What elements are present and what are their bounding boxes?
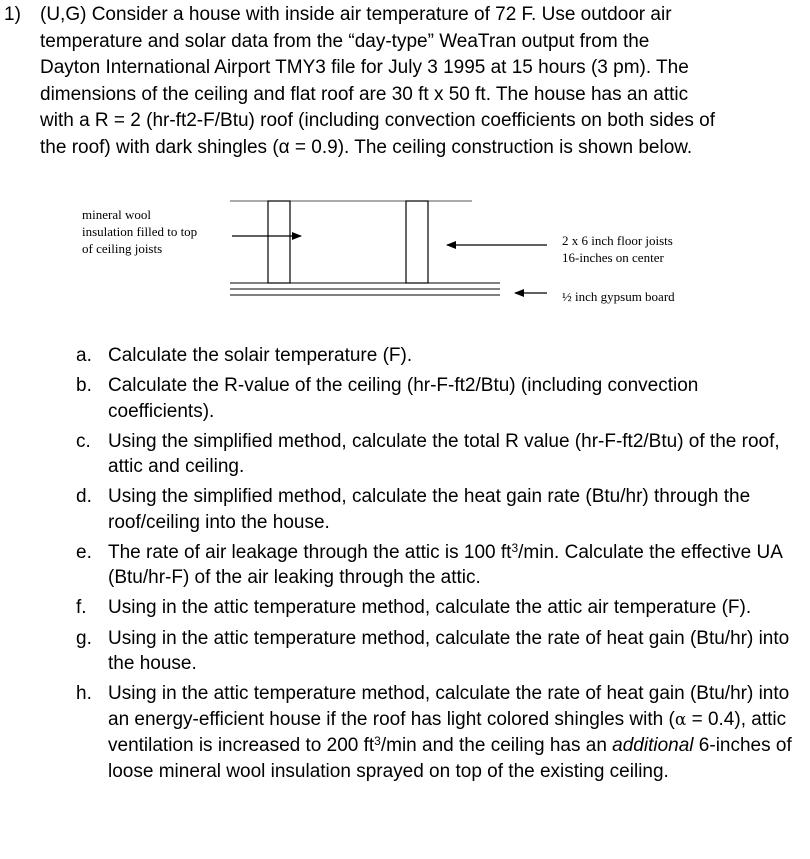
part-text: 3	[374, 734, 381, 749]
part-text: Calculate the solair temperature (F).	[108, 345, 413, 366]
part-letter: f.	[76, 597, 87, 619]
question-part-g	[76, 626, 806, 677]
part-text: additional	[612, 735, 694, 757]
stem-line: (U,G) Consider a house with inside air temperature of 72 F. Use outdoor air	[40, 4, 672, 25]
ceiling-construction-figure	[0, 195, 810, 315]
part-text: Using in the attic temperature method, calculate the rate of heat gain (Btu/hr) into the house.	[108, 627, 790, 675]
part-text: 6-inches of loose mineral wool insulation sprayed on top of the existing ceiling.	[108, 735, 792, 782]
part-text: Calculate the R-value of the ceiling (hr-F-ft2/Btu) (including convection coefficients).	[108, 375, 699, 422]
question-part-c	[76, 429, 806, 480]
problem-stem	[40, 2, 810, 161]
part-text: /min and the ceiling has an	[380, 735, 613, 757]
part-letter: e.	[76, 541, 92, 563]
part-letter: h.	[76, 683, 92, 705]
part-text: Using in the attic temperature method, calculate the attic air temperature (F).	[108, 597, 752, 619]
stem-line: with a R = 2 (hr-ft2-F/Btu) roof (including convection coefficients on both sides of	[40, 110, 716, 131]
ceiling-joist	[406, 201, 428, 283]
question-part-a	[76, 343, 806, 369]
part-text: 3	[511, 540, 519, 555]
part-text: The rate of air leakage through the attic is 100 ft	[108, 541, 512, 563]
question-part-b	[76, 373, 806, 424]
problem-number: 1)	[4, 4, 21, 25]
part-text: α	[674, 709, 687, 730]
part-letter: g.	[76, 627, 92, 649]
insulation-label: mineral wool insulation filled to top of ceiling joists	[82, 207, 198, 256]
gypsum-label: ½ inch gypsum board	[562, 289, 675, 304]
joists-label: 2 x 6 inch floor joists 16-inches on center	[562, 233, 673, 265]
part-letter: c.	[76, 430, 91, 452]
part-text: = 0.4), attic ventilation is increased to 200 ft	[108, 708, 787, 757]
question-part-d	[76, 484, 806, 535]
part-letter: a.	[76, 345, 92, 366]
part-text: Using the simplified method, calculate the heat gain rate (Btu/hr) through the roof/ceiling into the house.	[108, 486, 751, 533]
part-text: Using the simplified method, calculate the total R value (hr-F-ft2/Btu) of the roof, attic and ceiling.	[108, 430, 780, 478]
question-part-f	[76, 595, 806, 621]
question-parts	[76, 343, 806, 789]
stem-line: temperature and solar data from the “day-type” WeaTran output from the	[40, 30, 650, 52]
question-part-h	[76, 681, 806, 784]
ceiling-joist	[268, 201, 290, 283]
stem-line: dimensions of the ceiling and flat roof are 30 ft x 50 ft. The house has an attic	[40, 83, 689, 105]
part-letter: b.	[76, 375, 92, 397]
part-text: Using in the attic temperature method, calculate the rate of heat gain (Btu/hr) into an energy-efficient house if the roof has light colored shingles with (	[108, 683, 790, 730]
part-text: /min. Calculate the effective UA (Btu/hr-F) of the air leaking through the attic.	[108, 541, 782, 589]
question-part-e	[76, 540, 806, 591]
stem-line: Dayton International Airport TMY3 file for July 3 1995 at 15 hours (3 pm). The	[40, 57, 689, 78]
part-letter: d.	[76, 486, 92, 508]
stem-line: the roof) with dark shingles (α = 0.9). The ceiling construction is shown below.	[40, 136, 693, 158]
